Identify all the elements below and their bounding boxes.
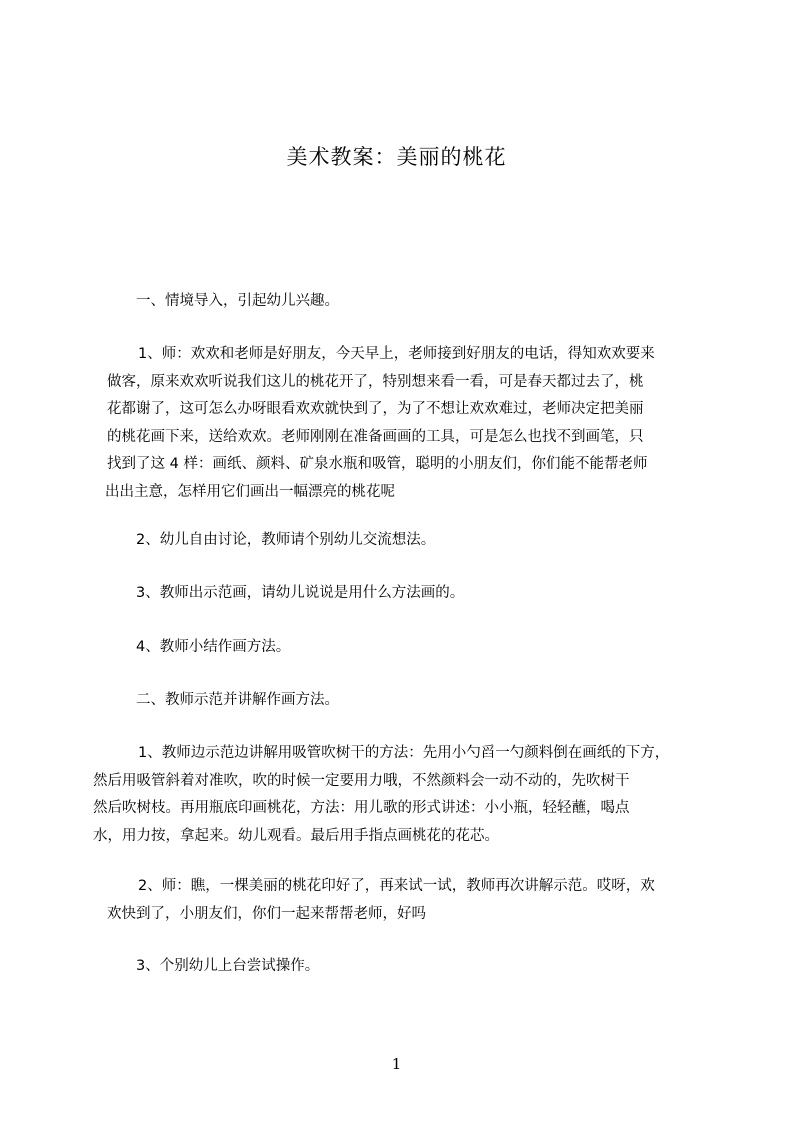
paragraph-sample — [136, 580, 464, 608]
paragraph-line: 二、教师示范并讲解作画方法。 — [136, 692, 339, 708]
paragraph-line: 然后用吸管斜着对准吹，吹的时候一定要用力哦，不然颜料会一动不动的，先吹树干 — [93, 772, 630, 789]
section-heading-intro — [136, 288, 339, 316]
paragraph-line: 1、教师边示范边讲解用吸管吹树干的方法：先用小勺舀一勺颜料倒在画纸的下方， — [138, 745, 670, 761]
paragraph-line: 1、师：欢欢和老师是好朋友，今天早上，老师接到好朋友的电话，得知欢欢要来 — [138, 346, 655, 362]
paragraph-story — [107, 341, 655, 506]
paragraph-discussion — [136, 527, 435, 555]
paragraph-line: 然后吹树枝。再用瓶底印画桃花，方法：用儿歌的形式讲述：小小瓶，轻轻蘸，喝点 — [93, 800, 630, 816]
paragraph-demo-method — [93, 740, 670, 850]
paragraph-line: 水，用力按，拿起来。幼儿观看。最后用手指点画桃花的花芯。 — [93, 827, 499, 844]
paragraph-line: 4、教师小结作画方法。 — [136, 639, 291, 655]
paragraph-line: 3、个别幼儿上台尝试操作。 — [136, 958, 320, 974]
page-number: 1 — [391, 1055, 402, 1073]
paragraph-line: 的桃花画下来，送给欢欢。老师刚刚在准备画画的工具，可是怎么也找不到画笔，只 — [107, 428, 644, 445]
paragraph-line: 2、师：瞧，一棵美丽的桃花印好了，再来试一试，教师再次讲解示范。哎呀，欢 — [138, 878, 655, 894]
paragraph-line: 做客，原来欢欢听说我们这儿的桃花开了，特别想来看一看，可是春天都过去了，桃 — [107, 373, 644, 390]
paragraph-line: 欢快到了，小朋友们，你们一起来帮帮老师，好吗 — [107, 905, 426, 922]
document-title: 美术教案：美丽的桃花 — [286, 145, 507, 169]
paragraph-line: 找到了这 4 样：画纸、颜料、矿泉水瓶和吸管，聪明的小朋友们，你们能不能帮老师 — [107, 456, 648, 472]
paragraph-line: 花都谢了，这可怎么办呀眼看欢欢就快到了，为了不想让欢欢难过，老师决定把美丽 — [107, 401, 644, 417]
paragraph-try — [136, 953, 319, 981]
paragraph-line: 一、情境导入，引起幼儿兴趣。 — [136, 293, 339, 309]
paragraph-line: 2、幼儿自由讨论，教师请个别幼儿交流想法。 — [136, 532, 436, 548]
section-heading-demo — [136, 687, 339, 715]
paragraph-teacher-again — [107, 873, 655, 928]
paragraph-line: 出出主意，怎样用它们画出一幅漂亮的桃花呢 — [105, 483, 395, 500]
paragraph-summary — [136, 634, 290, 662]
paragraph-line: 3、教师出示范画，请幼儿说说是用什么方法画的。 — [136, 585, 465, 601]
